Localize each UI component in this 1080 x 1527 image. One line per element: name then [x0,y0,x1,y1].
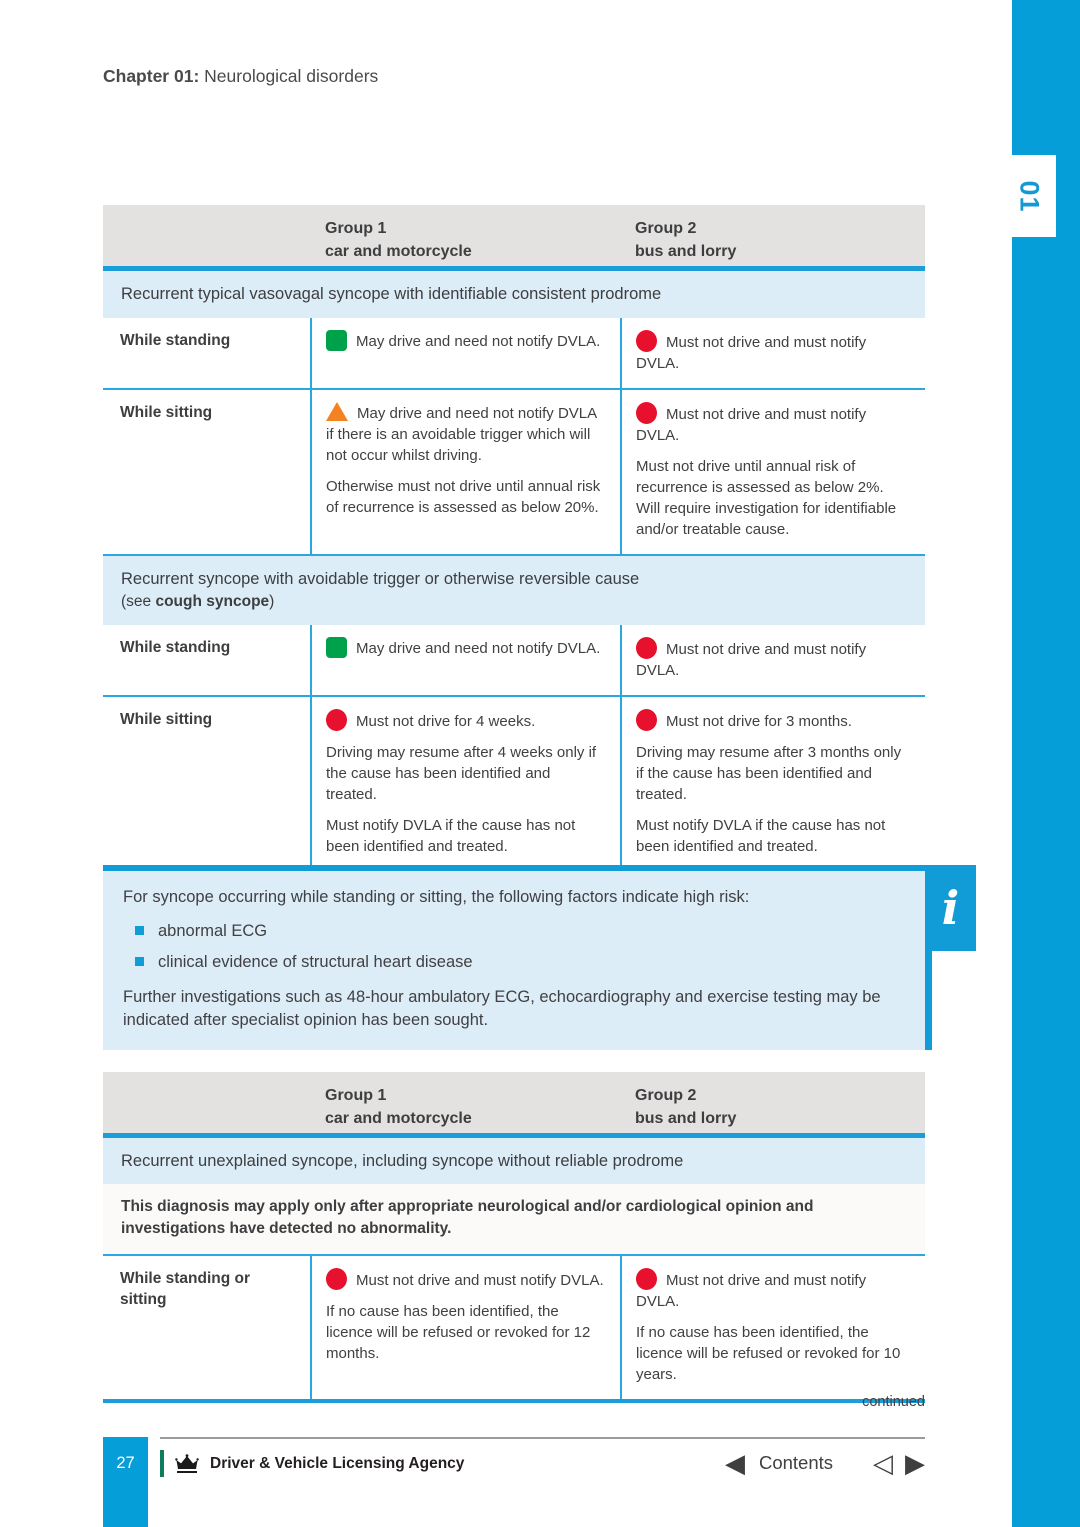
row-label: While standing [120,639,231,657]
rule-text: Must not drive and must notify DVLA. [636,641,867,680]
section-subtitle [121,592,907,613]
back-to-contents-icon[interactable]: ◀ [724,1448,745,1478]
group2-cell [620,390,925,554]
group-header-row [103,1072,925,1138]
may-drive-icon [326,637,347,658]
page-title [103,66,378,87]
row-label: While standing [120,332,231,349]
list-item: abnormal ECG [135,920,889,943]
may-drive-icon [326,330,347,351]
group2-cell [620,1256,925,1399]
diagnosis-note: This diagnosis may apply only after appropriate neurological and/or cardiological opinion and investigations have detected no abnormality. [103,1184,925,1255]
cough-syncope-link[interactable]: cough syncope [155,593,270,611]
continued-label: continued [862,1394,925,1410]
group1-subtitle: car and motorcycle [325,1110,472,1128]
chapter-number: Chapter 01: [103,66,200,86]
logo-accent-bar [160,1450,164,1477]
subtitle-suffix: ) [269,593,275,611]
group-header-spacer [103,1084,310,1133]
group-header-spacer [103,217,310,266]
rule-text: May drive and need not notify DVLA. [356,640,601,658]
info-icon [925,865,976,951]
must-not-drive-icon [636,637,657,659]
section-band [103,556,925,625]
rule-text: Must not drive and must notify DVLA. [356,1271,604,1289]
page-number-badge: 27 [103,1437,148,1527]
info-outro: Further investigations such as 48-hour ambulatory ECG, echocardiography and exercise testing may be indicated after specialist opinion has been sought. [123,988,881,1030]
contents-link[interactable]: Contents [758,1452,833,1473]
previous-page-icon[interactable]: ◁ [873,1448,893,1478]
table-row [103,625,925,697]
rule-text: Must not drive for 3 months. [666,713,852,731]
rule-text: Driving may resume after 3 months only if the cause has been identified and treated. [636,744,902,804]
table-syncope-1 [103,205,925,875]
group2-title: Group 2 [635,1087,697,1104]
section-title: Recurrent syncope with avoidable trigger or otherwise reversible cause [121,570,640,588]
group1-cell [310,697,620,871]
agency-logo [160,1450,464,1477]
group1-cell [310,1256,620,1399]
info-box [103,865,960,1050]
group1-cell [310,625,620,695]
conditional-may-drive-icon [326,402,348,421]
next-page-icon[interactable]: ▶ [905,1448,925,1478]
table-row [103,318,925,390]
table-row [103,1256,925,1403]
group2-cell [620,697,925,871]
must-not-drive-icon [326,1268,347,1290]
rule-text: Must notify DVLA if the cause has not been identified and treated. [326,817,576,856]
group2-title: Group 2 [635,220,697,237]
section-band [103,271,925,318]
must-not-drive-icon [326,709,347,731]
subtitle-prefix: (see [121,593,156,611]
rule-text: May drive and need not notify DVLA if there is an avoidable trigger which will not occur whilst driving. [326,405,597,464]
must-not-drive-icon [636,402,657,424]
row-label: While standing or sitting [120,1269,251,1308]
rule-text: Must not drive and must notify DVLA. [636,1271,867,1310]
group2-cell [620,625,925,695]
group1-header [310,1084,620,1133]
rule-text: Otherwise must not drive until annual risk of recurrence is assessed as below 20%. [326,478,601,516]
group1-cell [310,390,620,554]
table-row [103,697,925,875]
table-syncope-2 [103,1072,925,1403]
info-icon-glyph: i [941,880,960,935]
chapter-tab-01[interactable] [1003,155,1056,237]
must-not-drive-icon [636,709,657,731]
info-bullet-list [135,920,889,974]
rule-text: Must not drive until annual risk of recurrence is assessed as below 2%. Will require investigation for identifiable and/or treatable cause. [636,458,897,538]
section-title: Recurrent typical vasovagal syncope with identifiable consistent prodrome [121,285,662,303]
section-title: Recurrent unexplained syncope, including syncope without reliable prodrome [121,1152,684,1170]
agency-name: Driver & Vehicle Licensing Agency [210,1454,465,1472]
group1-subtitle: car and motorcycle [325,243,472,261]
group2-header [620,1084,925,1133]
must-not-drive-icon [636,1268,657,1290]
group1-cell [310,318,620,388]
footer-divider [160,1437,925,1439]
rule-text: May drive and need not notify DVLA. [356,333,601,350]
chapter-name: Neurological disorders [204,66,379,86]
rule-text: Must not drive and must notify DVLA. [636,406,867,444]
group1-title: Group 1 [325,1087,387,1104]
group2-subtitle: bus and lorry [635,1110,737,1128]
info-intro: For syncope occurring while standing or sitting, the following factors indicate high risk: [123,888,750,906]
group1-title: Group 1 [325,220,387,237]
rule-text: Must not drive and must notify DVLA. [636,334,867,372]
rule-text: If no cause has been identified, the licence will be refused or revoked for 10 years. [636,1323,901,1383]
group-header-row [103,205,925,271]
rule-text: Must notify DVLA if the cause has not been identified and treated. [636,817,886,856]
group2-subtitle: bus and lorry [635,243,737,261]
table-row [103,390,925,556]
rule-text: Must not drive for 4 weeks. [356,713,536,731]
chapter-tab-label: 01 [1014,179,1045,213]
group2-cell [620,318,925,388]
rule-text: If no cause has been identified, the licence will be refused or revoked for 12 months. [326,1302,591,1362]
footer-navigation [725,1450,925,1476]
rule-text: Driving may resume after 4 weeks only if the cause has been identified and treated. [326,744,597,804]
crown-icon [173,1454,201,1474]
group1-header [310,217,620,266]
section-band [103,1138,925,1184]
list-item: clinical evidence of structural heart disease [135,951,889,974]
row-label: While sitting [120,711,213,729]
row-label: While sitting [120,404,213,421]
must-not-drive-icon [636,330,657,352]
group2-header [620,217,925,266]
